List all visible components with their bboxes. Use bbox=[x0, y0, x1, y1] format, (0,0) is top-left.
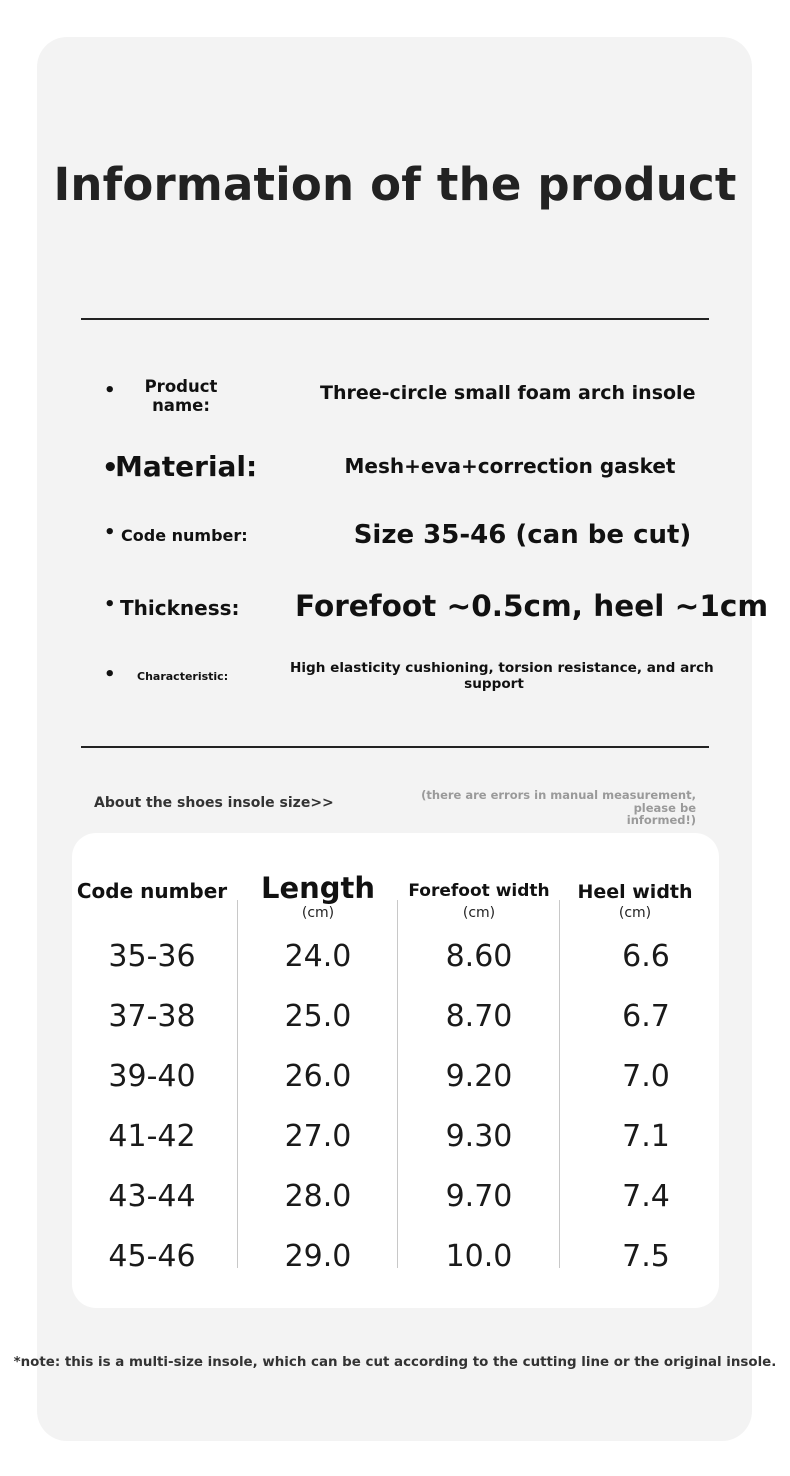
bottom-divider bbox=[81, 746, 709, 748]
bullet-icon: • bbox=[104, 380, 116, 401]
column-divider bbox=[237, 900, 238, 1268]
table-cell: 9.30 bbox=[445, 1119, 513, 1154]
table-cell: 39-40 bbox=[108, 1059, 196, 1094]
table-cell: 28.0 bbox=[284, 1179, 352, 1214]
size-section-heading: About the shoes insole size>> bbox=[94, 795, 334, 811]
disclaimer-line: informed!) bbox=[626, 813, 696, 828]
table-cell: 9.20 bbox=[445, 1059, 513, 1094]
info-value-line: support bbox=[464, 676, 524, 692]
table-cell: 24.0 bbox=[284, 939, 352, 974]
info-label: Thickness: bbox=[120, 596, 240, 620]
footnote: *note: this is a multi-size insole, which can be cut according to the cutting line or the original insole. bbox=[13, 1355, 777, 1370]
info-value: Size 35-46 (can be cut) bbox=[353, 520, 692, 550]
top-divider bbox=[81, 318, 709, 320]
table-cell: 27.0 bbox=[284, 1119, 352, 1154]
table-cell: 7.1 bbox=[622, 1119, 670, 1154]
column-header-heel-width: Heel width bbox=[577, 881, 693, 903]
info-value-line: High elasticity cushioning, torsion resistance, and arch bbox=[290, 660, 714, 676]
info-label-line: name: bbox=[152, 396, 210, 415]
table-cell: 7.0 bbox=[622, 1059, 670, 1094]
info-label: Characteristic: bbox=[137, 670, 229, 683]
table-cell: 43-44 bbox=[108, 1179, 196, 1214]
bullet-icon: • bbox=[104, 522, 116, 543]
info-label: Code number: bbox=[121, 526, 248, 545]
table-cell: 25.0 bbox=[284, 999, 352, 1034]
info-value: Forefoot ~0.5cm, heel ~1cm bbox=[295, 589, 769, 623]
info-label bbox=[130, 377, 232, 415]
disclaimer-line: (there are errors in manual measurement, please be bbox=[421, 788, 696, 815]
table-cell: 8.70 bbox=[445, 999, 513, 1034]
info-label-line: Product bbox=[144, 377, 218, 396]
table-cell: 41-42 bbox=[108, 1119, 196, 1154]
column-header-length: Length bbox=[260, 871, 376, 905]
page-title: Information of the product bbox=[53, 158, 737, 211]
column-header-forefoot-width: Forefoot width bbox=[408, 881, 550, 901]
table-cell: 8.60 bbox=[445, 939, 513, 974]
column-unit-heel-width: (cm) bbox=[618, 905, 652, 921]
info-value: Mesh+eva+correction gasket bbox=[344, 454, 676, 478]
table-cell: 6.6 bbox=[622, 939, 670, 974]
bullet-icon: • bbox=[104, 664, 116, 685]
column-unit-forefoot-width: (cm) bbox=[462, 905, 496, 921]
measurement-disclaimer bbox=[380, 789, 696, 827]
table-cell: 7.5 bbox=[622, 1239, 670, 1274]
column-header-code-number: Code number bbox=[76, 879, 228, 903]
table-cell: 37-38 bbox=[108, 999, 196, 1034]
table-cell: 7.4 bbox=[622, 1179, 670, 1214]
table-cell: 26.0 bbox=[284, 1059, 352, 1094]
table-cell: 29.0 bbox=[284, 1239, 352, 1274]
bullet-icon: • bbox=[104, 594, 116, 615]
table-cell: 35-36 bbox=[108, 939, 196, 974]
table-cell: 6.7 bbox=[622, 999, 670, 1034]
table-cell: 45-46 bbox=[108, 1239, 196, 1274]
table-cell: 9.70 bbox=[445, 1179, 513, 1214]
table-cell: 10.0 bbox=[445, 1239, 513, 1274]
info-value: Three-circle small foam arch insole bbox=[320, 382, 696, 404]
bullet-icon: • bbox=[102, 453, 119, 483]
info-value bbox=[290, 660, 714, 692]
column-unit-length: (cm) bbox=[301, 905, 335, 921]
info-label: Material: bbox=[115, 450, 258, 483]
column-divider bbox=[559, 900, 560, 1268]
column-divider bbox=[397, 900, 398, 1268]
